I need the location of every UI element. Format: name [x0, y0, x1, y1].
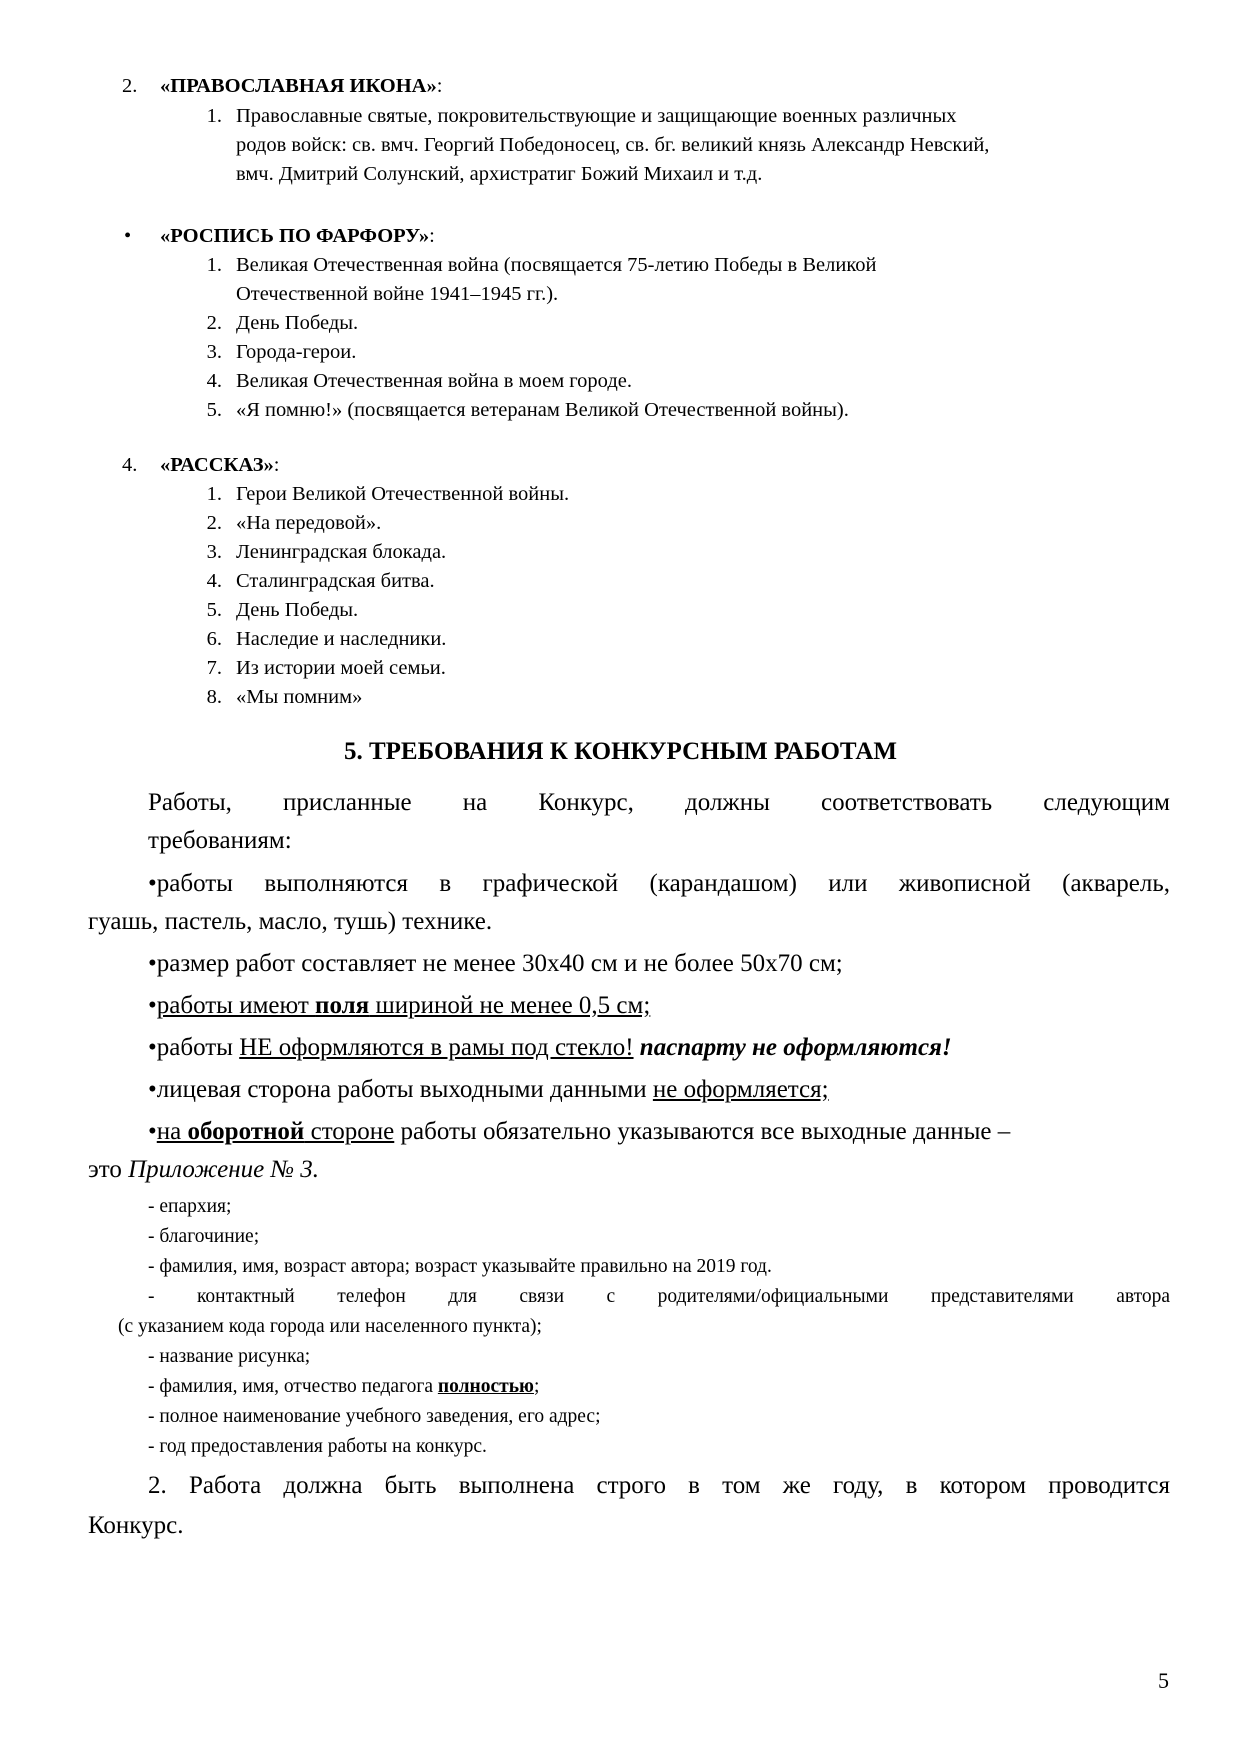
list-item-number: 3. [206, 341, 222, 363]
section-title: «РОСПИСЬ ПО ФАРФОРУ»: [160, 225, 435, 247]
list-item-text: Ленинградская блокада. [236, 541, 447, 563]
data-field-item: - фамилия, имя, отчество педагога полностью; [148, 1376, 540, 1397]
data-field-item: - фамилия, имя, возраст автора; возраст указывайте правильно на 2019 год. [148, 1256, 772, 1277]
data-field-item: - контактный телефон для связи с родителями/официальными представителями автора [148, 1286, 1170, 1307]
list-item-text: День Победы. [236, 599, 359, 621]
list-item-number: 4. [206, 370, 222, 392]
list-item-text: «На передовой». [236, 512, 382, 534]
requirement-item: •размер работ составляет не менее 30х40 см и не более 50х70 см; [148, 950, 843, 977]
list-item-text: родов войск: св. вмч. Георгий Победоносец, св. бг. великий князь Александр Невский, [236, 134, 990, 156]
data-field-item: - название рисунка; [148, 1346, 311, 1367]
list-item-number: 1. [206, 254, 222, 276]
section-heading: 5. ТРЕБОВАНИЯ К КОНКУРСНЫМ РАБОТАМ [343, 738, 897, 765]
paragraph-line: требованиям: [148, 827, 292, 854]
list-item-number: 2. [206, 312, 222, 334]
section-title: «ПРАВОСЛАВНАЯ ИКОНА»: [160, 75, 443, 97]
list-item-number: 5. [206, 399, 222, 421]
list-item-text: Города-герои. [236, 341, 357, 363]
list-item-text: Наследие и наследники. [236, 628, 447, 650]
bullet-icon: • [124, 225, 132, 247]
requirement-item: •лицевая сторона работы выходными данными не оформляется; [148, 1076, 829, 1103]
list-item-text: Отечественной войне 1941–1945 гг.). [236, 283, 559, 305]
page-number: 5 [1158, 1668, 1169, 1693]
data-field-item: - благочиние; [148, 1226, 260, 1247]
data-field-item: (с указанием кода города или населенного пункта); [118, 1316, 542, 1337]
list-item-number: 4. [206, 570, 222, 592]
list-item-number: 2. [206, 512, 222, 534]
section-number: 4. [122, 454, 138, 476]
list-item-text: День Победы. [236, 312, 359, 334]
list-item-number: 8. [206, 686, 222, 708]
requirement-item: •на оборотной стороне работы обязательно указываются все выходные данные – [148, 1118, 1011, 1145]
list-item-text: Герои Великой Отечественной войны. [236, 483, 570, 505]
list-item-number: 1. [206, 483, 222, 505]
list-item-text: Великая Отечественная война в моем городе. [236, 370, 632, 392]
requirement-item: это Приложение № 3. [88, 1156, 320, 1183]
list-item-text: Православные святые, покровительствующие и защищающие военных различных [236, 105, 957, 127]
requirement-item: гуашь, пастель, масло, тушь) технике. [88, 908, 493, 935]
paragraph-line: Конкурс. [88, 1512, 184, 1539]
section-number: 2. [122, 75, 138, 97]
data-field-item: - год предоставления работы на конкурс. [148, 1436, 487, 1457]
requirement-item: •работы НЕ оформляются в рамы под стекло! паспарту не оформляются! [148, 1034, 952, 1061]
list-item-text: Сталинградская битва. [236, 570, 435, 592]
paragraph-line: Работы, присланные на Конкурс, должны соответствовать следующим [148, 789, 1170, 816]
paragraph-line: 2. Работа должна быть выполнена строго в том же году, в котором проводится [148, 1472, 1170, 1499]
list-item-text: «Я помню!» (посвящается ветеранам Великой Отечественной войны). [236, 399, 849, 421]
list-item-number: 3. [206, 541, 222, 563]
list-item-text: Из истории моей семьи. [236, 657, 446, 679]
requirement-item: •работы имеют поля шириной не менее 0,5 см; [148, 992, 651, 1019]
data-field-item: - полное наименование учебного заведения, его адрес; [148, 1406, 601, 1427]
list-item-number: 6. [206, 628, 222, 650]
data-field-item: - епархия; [148, 1196, 232, 1217]
list-item-number: 5. [206, 599, 222, 621]
list-item-number: 1. [206, 105, 222, 127]
requirement-item: •работы выполняются в графической (карандашом) или живописной (акварель, [148, 870, 1170, 897]
list-item-text: вмч. Дмитрий Солунский, архистратиг Божий Михаил и т.д. [236, 163, 763, 185]
section-title: «РАССКАЗ»: [160, 454, 280, 476]
list-item-number: 7. [206, 657, 222, 679]
list-item-text: Великая Отечественная война (посвящается 75-летию Победы в Великой [236, 254, 877, 276]
list-item-text: «Мы помним» [236, 686, 363, 708]
